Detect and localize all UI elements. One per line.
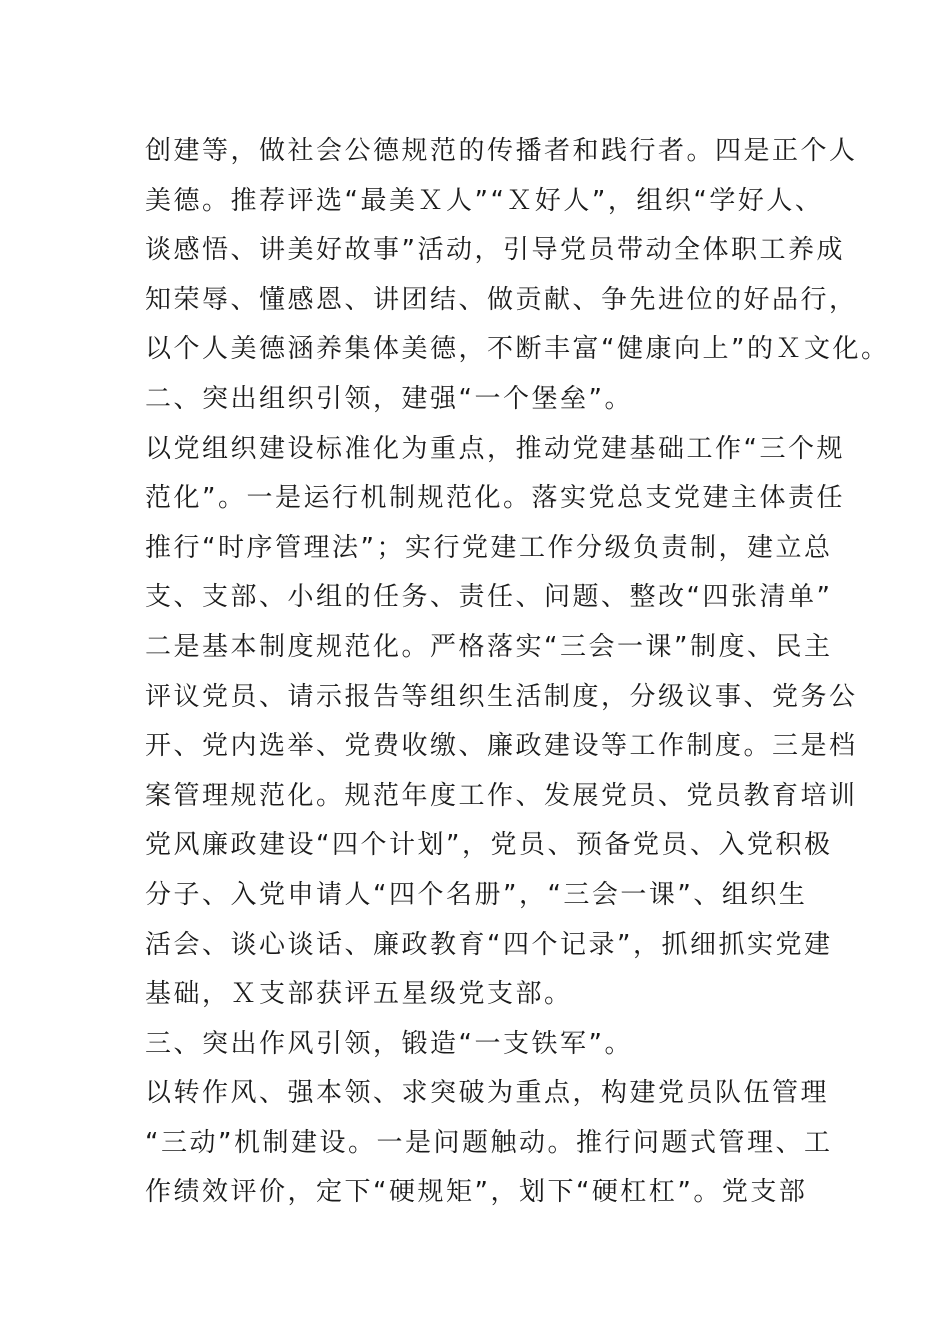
- text-line: 谈感悟、讲美好故事”活动，引导党员带动全体职工养成: [145, 235, 845, 266]
- text-line: 知荣辱、懂感恩、讲团结、做贡献、争先进位的好品行，: [145, 284, 858, 315]
- section-heading: 二、突出组织引领，建强“一个堡垒”。: [145, 383, 633, 414]
- text-line: 创建等，做社会公德规范的传播者和践行者。四是正个人: [145, 136, 858, 166]
- text-line: 基础，Ｘ支部获评五星级党支部。: [145, 979, 573, 1010]
- text-line: 活会、谈心谈话、廉政教育“四个记录”，抓细抓实党建: [145, 929, 833, 960]
- text-line: 范化”。一是运行机制规范化。落实党总支党建主体责任: [145, 483, 845, 514]
- text-line: 二是基本制度规范化。严格落实“三会一课”制度、民主: [145, 631, 833, 662]
- text-line: 党风廉政建设“四个计划”，党员、预备党员、入党积极: [145, 830, 833, 861]
- text-line: 分子、入党申请人“四个名册”，“三会一课”、组织生: [145, 879, 808, 910]
- text-line: “三动”机制建设。一是问题触动。推行问题式管理、工: [145, 1127, 833, 1158]
- text-line: 推行“时序管理法”；实行党建工作分级负责制，建立总: [145, 532, 833, 563]
- text-line: 支、支部、小组的任务、责任、问题、整改“四张清单”: [145, 582, 833, 613]
- text-line: 以转作风、强本领、求突破为重点，构建党员队伍管理: [145, 1078, 830, 1109]
- text-line: 评议党员、请示报告等组织生活制度，分级议事、党务公: [145, 681, 858, 712]
- text-line: 以个人美德涵养集体美德，不断丰富“健康向上”的Ｘ文化。: [145, 334, 890, 365]
- section-heading: 三、突出作风引领，锻造“一支铁军”。: [145, 1028, 633, 1059]
- text-line: 以党组织建设标准化为重点，推动党建基础工作“三个规: [145, 433, 845, 464]
- text-line: 作绩效评价，定下“硬规矩”，划下“硬杠杠”。党支部: [145, 1177, 808, 1208]
- text-line: 美德。推荐评选“最美Ｘ人”“Ｘ好人”，组织“学好人、: [145, 185, 824, 216]
- text-line: 开、党内选举、党费收缴、廉政建设等工作制度。三是档: [145, 731, 858, 762]
- body-text: [145, 127, 890, 1218]
- text-line: 案管理规范化。规范年度工作、发展党员、党员教育培训: [145, 780, 858, 811]
